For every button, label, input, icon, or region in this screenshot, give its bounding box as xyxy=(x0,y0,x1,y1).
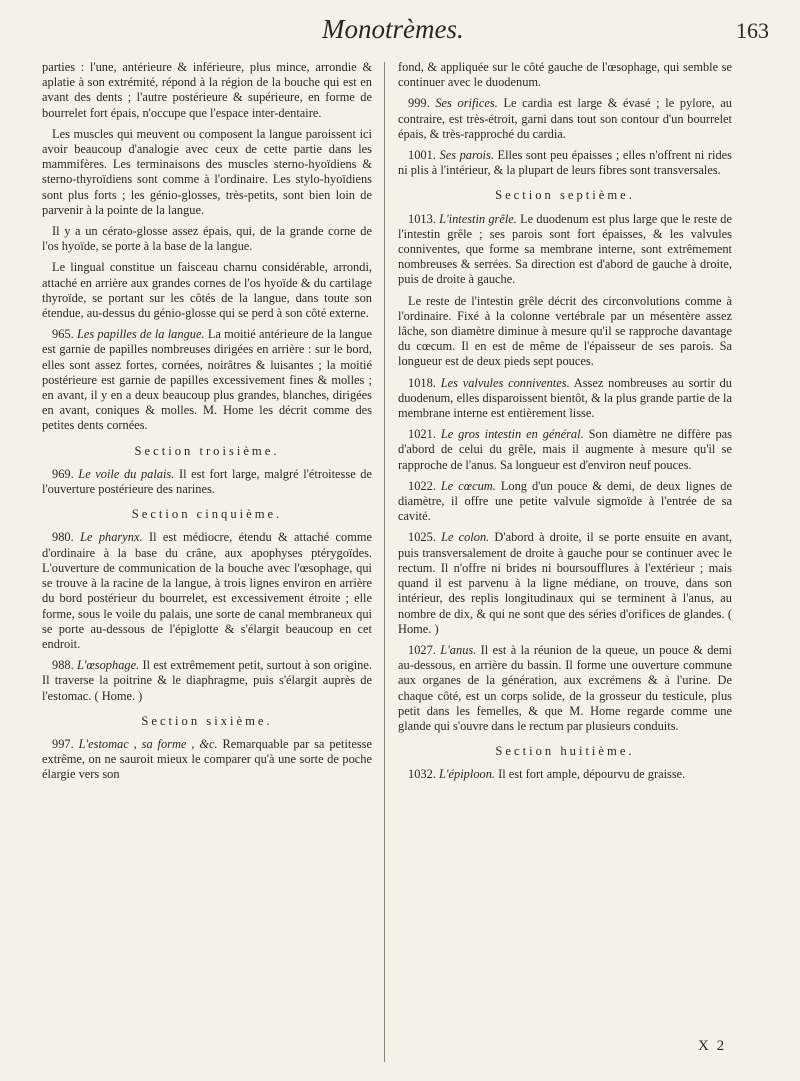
paragraph-number: 1018. xyxy=(408,375,436,390)
paragraph-number: 999. xyxy=(408,96,430,111)
paragraph xyxy=(42,127,372,218)
paragraph-title: Le cœcum. xyxy=(440,478,496,493)
section-heading: Section sixième. xyxy=(141,713,273,728)
paragraph xyxy=(398,294,732,370)
paragraph-text: Long d'un pouce & demi, de deux lignes de diamètre, il offre une petite valvule sigmoïde à l'entrée de sa cavité. xyxy=(398,478,732,524)
paragraph xyxy=(398,148,732,178)
paragraph xyxy=(398,479,732,525)
paragraph-text: Il est médiocre, étendu & attaché comme d'ordinaire à la base du crâne, aux apophyses ptérygoïdes. L'ouverture de communication de la bouche avec l'œsophage, qui se trouve à la racine de la langue, à trois lignes environ en arrière du bord postérieur du bourrelet, est excessivement étroite ; elle forme, sous le voile du palais, une sorte de canal membraneux qui se porte au-dessous de l'épiglotte & s'élargit beaucoup en cet endroit. xyxy=(42,530,372,651)
paragraph-text: Il est à la réunion de la queue, un pouce & demi au-dessous, en arrière du bassin. Il forme une ouverture commune aux organes de la génération, aux excrémens & à l'urine. De chaque côté, est un corps solide, de la grosseur du testicule, plus petit dans les femelles, & que M. Home regarde comme une glande qui s'ouvre dans le rectum par plusieurs conduits. xyxy=(398,642,732,733)
paragraph xyxy=(42,60,372,121)
paragraph-text: Il y a un cérato-glosse assez épais, qui, de la grande corne de l'os hyoïde, se porte à la base de la langue. xyxy=(42,224,372,254)
paragraph-title: L'intestin grêle. xyxy=(439,211,517,226)
paragraph-title: Le gros intestin en général. xyxy=(440,427,584,442)
paragraph xyxy=(398,427,732,473)
paragraph-number: 980. xyxy=(52,530,74,545)
paragraph-text: Assez nombreuses au sortir du duodenum, elles disparoissent bientôt, & la plus grande partie de la membrane interne est entièrement lisse. xyxy=(398,375,732,421)
paragraph-text: Il est fort ample, dépourvu de graisse. xyxy=(495,767,686,782)
paragraph-number: 969. xyxy=(52,466,74,481)
paragraph-number: 965. xyxy=(52,327,74,342)
signature-mark: X 2 xyxy=(698,1038,727,1054)
paragraph-text: Remarquable par sa petitesse extrême, on ne sauroit mieux le comparer qu'à une sorte de poche élargie vers son xyxy=(42,736,372,782)
paragraph-title: Le colon. xyxy=(441,530,490,545)
paragraph xyxy=(398,376,732,422)
paragraph-number: 1001. xyxy=(408,148,436,163)
right-column xyxy=(398,60,732,789)
paragraph-text: Elles sont peu épaisses ; elles n'offrent ni rides ni plis à l'intérieur, & la plupart de leurs fibres sont transversales. xyxy=(398,148,732,178)
paragraph-text: Le lingual constitue un faisceau charnu considérable, arrondi, attaché en arrière aux grandes cornes de l'os hyoïde & du cartilage thyroïde, se portant sur les côtés de la langue, dans toute son étendue, au-dessus du génio-glosse qui se perd à son côté externe. xyxy=(42,260,372,321)
paragraph-title: Le pharynx. xyxy=(80,530,143,545)
paragraph-text: La moitié antérieure de la langue est garnie de papilles nombreuses dirigées en arrière : sur le bord, elles sont assez fortes, cornées, noirâtres & luisantes ; la moitié postérieure est garnie de papilles excessivement fines & molles ; en avant, il y en a deux beaucoup plus grandes, blanches, dirigées en avant, coniques & molles. M. Home les décrit comme des petites dents cornées. xyxy=(42,327,372,433)
paragraph-text: D'abord à droite, il se porte ensuite en avant, puis transversalement de droite à gauche pour se continuer avec le rectum. Il n'offre ni brides ni boursoufflures à l'extérieur ; mais quand il est parvenu à la ligne médiane, on trouve, dans son intérieur, des replis longitudinaux qui se terminent à l'anus, au nombre de dix, & qui ne sont que des séries d'orifices de glandes. ( Home. ) xyxy=(398,530,732,636)
paragraph xyxy=(42,737,372,783)
paragraph-text: Le reste de l'intestin grêle décrit des circonvolutions comme à l'ordinaire. Fixé à la colonne vertébrale par un mésentère assez lâche, son diamètre diminue à mesure qu'il se rapproche davantage du cœcum. Il en est de même de l'épaisseur de ses parois. Sa longueur est de deux pieds sept pouces. xyxy=(398,293,732,369)
column-divider xyxy=(384,62,385,1062)
paragraph-number: 1032. xyxy=(408,767,436,782)
paragraph xyxy=(42,530,372,652)
section-heading: Section troisième. xyxy=(134,443,280,458)
paragraph xyxy=(398,96,732,142)
paragraph-number: 1021. xyxy=(408,427,436,442)
paragraph-number: 997. xyxy=(52,736,74,751)
paragraph-title: Ses orifices. xyxy=(435,96,498,111)
paragraph xyxy=(42,327,372,433)
page-number: 163 xyxy=(736,18,769,43)
paragraph-text: Le duodenum est plus large que le reste de l'intestin grêle ; ses parois sont fort épaisses, & les valvules conniventes, que forme sa membrane interne, sont extrêmement nombreuses & serrées. Sa direction est d'abord de gauche à droite, puis de droite à gauche. xyxy=(398,211,732,287)
section-heading: Section septième. xyxy=(495,188,635,203)
page-header xyxy=(0,14,800,48)
paragraph-title: L'anus. xyxy=(440,642,477,657)
paragraph xyxy=(398,767,732,782)
paragraph-number: 1027. xyxy=(408,642,436,657)
paragraph-text: fond, & appliquée sur le côté gauche de l'œsophage, qui semble se continuer avec le duodenum. xyxy=(398,60,732,90)
paragraph-title: Ses parois. xyxy=(439,148,494,163)
paragraph-title: Les papilles de la langue. xyxy=(76,327,205,342)
paragraph-text: parties : l'une, antérieure & inférieure, plus mince, arrondie & aplatie à son extrémité, répond à la région de la bouche qui est en avant des dents ; l'autre postérieure & supérieure, en forme de bourrelet fort épais, n'occupe que l'espace inter-dentaire. xyxy=(42,60,372,120)
paragraph-number: 1013. xyxy=(408,211,436,226)
paragraph-number: 988. xyxy=(52,658,74,673)
paragraph-title: Le voile du palais. xyxy=(78,466,175,481)
paragraph-text: Il est fort large, malgré l'étroitesse de l'ouverture postérieure des narines. xyxy=(42,466,372,497)
paragraph-number: 1025. xyxy=(408,530,436,545)
left-column xyxy=(42,60,372,789)
paragraph-text: Les muscles qui meuvent ou composent la langue paroissent ici avoir beaucoup d'analogie avec ceux de cette partie dans les mammifères. Les terminaisons des muscles sterno-hyoïdiens & sterno-thyroïdiens sont comme à l'ordinaire. Les stylo-hyoïdiens sont plus forts ; les génio-glosses, très-petits, sont bien loin de parvenir à la pointe de la langue. xyxy=(42,126,372,217)
paragraph xyxy=(398,60,732,90)
paragraph-title: Les valvules conniventes. xyxy=(440,375,570,390)
paragraph xyxy=(398,530,732,636)
section-heading: Section huitième. xyxy=(495,744,635,759)
paragraph xyxy=(42,658,372,704)
paragraph-text: Son diamètre ne diffère pas d'abord de celui du grêle, mais il augmente à mesure qu'il se rapproche de l'anus. Sa longueur est d'environ neuf pouces. xyxy=(398,427,732,472)
paragraph-text: Il est extrêmement petit, surtout à son origine. Il traverse la poitrine & le diaphragme, puis s'élargit auprès de l'estomac. ( Home. ) xyxy=(42,658,372,703)
paragraph xyxy=(398,643,732,734)
paragraph xyxy=(398,212,732,288)
paragraph xyxy=(42,260,372,321)
paragraph-text: Le cardia est large & évasé ; le pylore, au contraire, est très-étroit, garni dans tout son contour d'un bourrelet épais, & très-rapproché du cardia. xyxy=(398,96,732,141)
paragraph xyxy=(42,467,372,497)
running-title: Monotrèmes. xyxy=(322,14,464,44)
paragraph-title: L'estomac , sa forme , &c. xyxy=(78,736,218,751)
paragraph-title: L'œsophage. xyxy=(76,658,140,673)
section-heading: Section cinquième. xyxy=(131,507,283,522)
paragraph-number: 1022. xyxy=(408,478,436,493)
paragraph xyxy=(42,224,372,254)
paragraph-title: L'épiploon. xyxy=(439,767,495,782)
